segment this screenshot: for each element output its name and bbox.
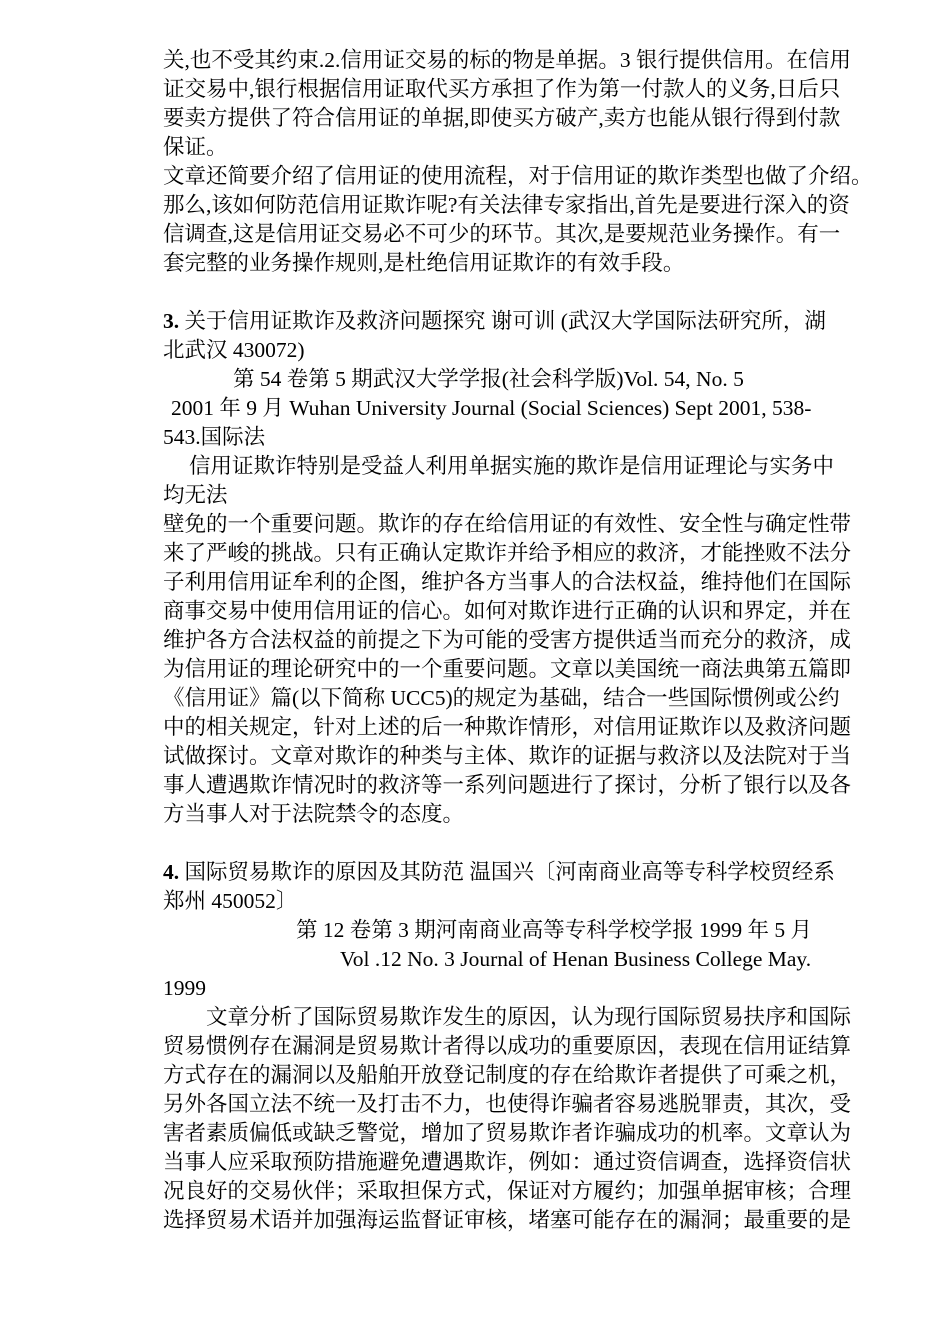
citation-line: 第 54 卷第 5 期武汉大学学报(社会科学版)Vol. 54, No. 5 bbox=[233, 367, 744, 391]
text-line: 中的相关规定，针对上述的后一种欺诈情形，对信用证欺诈以及救济问题 bbox=[163, 715, 852, 739]
text-line: 信调查,这是信用证交易必不可少的环节。其次,是要规范业务操作。有一 bbox=[163, 222, 841, 246]
text-line: 证交易中,银行根据信用证取代买方承担了作为第一付款人的义务,日后只 bbox=[163, 77, 841, 101]
text-line: 事人遭遇欺诈情况时的救济等一系列问题进行了探讨，分析了银行以及各 bbox=[163, 773, 852, 797]
paragraph-start: 文章分析了国际贸易欺诈发生的原因，认为现行国际贸易扶序和国际 bbox=[206, 1005, 852, 1029]
text-line: 当事人应采取预防措施避免遭遇欺诈，例如：通过资信调查，选择资信状 bbox=[163, 1150, 852, 1174]
text-line: 方式存在的漏洞以及船舶开放登记制度的存在给欺诈者提供了可乘之机， bbox=[163, 1063, 852, 1087]
text-line: 文章还简要介绍了信用证的使用流程，对于信用证的欺诈类型也做了介绍。 bbox=[163, 164, 873, 188]
text-line: 子利用信用证牟利的企图，维护各方当事人的合法权益，维持他们在国际 bbox=[163, 570, 852, 594]
section-title: 国际贸易欺诈的原因及其防范 温国兴〔河南商业高等专科学校贸经系 bbox=[184, 860, 835, 884]
section-4-heading bbox=[163, 858, 835, 887]
section-number: 4. bbox=[163, 860, 180, 884]
section-number: 3. bbox=[163, 309, 180, 333]
text-line: 害者素质偏低或缺乏警觉，增加了贸易欺诈者诈骗成功的机率。文章认为 bbox=[163, 1121, 852, 1145]
text-line: 试做探讨。文章对欺诈的种类与主体、欺诈的证据与救济以及法院对于当 bbox=[163, 744, 852, 768]
text-line: 那么,该如何防范信用证欺诈呢?有关法律专家指出,首先是要进行深入的资 bbox=[163, 193, 850, 217]
text-line: 北武汉 430072) bbox=[163, 338, 305, 362]
text-line: 维护各方合法权益的前提之下为可能的受害方提供适当而充分的救济，成 bbox=[163, 628, 852, 652]
section-3-heading bbox=[163, 307, 826, 336]
text-line: 1999 bbox=[163, 976, 206, 1000]
citation-line: 2001 年 9 月 Wuhan University Journal (Social Sciences) Sept 2001, 538- bbox=[171, 396, 812, 420]
text-line: 郑州 450052〕 bbox=[163, 889, 298, 913]
text-line: 贸易惯例存在漏洞是贸易欺计者得以成功的重要原因，表现在信用证结算 bbox=[163, 1034, 852, 1058]
text-line: 保证。 bbox=[163, 135, 228, 159]
citation-line: 第 12 卷第 3 期河南商业高等专科学校学报 1999 年 5 月 bbox=[296, 918, 813, 942]
text-line: 《信用证》篇(以下简称 UCC5)的规定为基础，结合一些国际惯例或公约 bbox=[163, 686, 840, 710]
text-line: 选择贸易术语并加强海运监督证审核，堵塞可能存在的漏洞；最重要的是 bbox=[163, 1208, 852, 1232]
citation-line: Vol .12 No. 3 Journal of Henan Business College May. bbox=[340, 947, 812, 971]
text-line: 套完整的业务操作规则,是杜绝信用证欺诈的有效手段。 bbox=[163, 251, 685, 275]
text-line: 商事交易中使用信用证的信心。如何对欺诈进行正确的认识和界定，并在 bbox=[163, 599, 852, 623]
text-line: 要卖方提供了符合信用证的单据,即使买方破产,卖方也能从银行得到付款 bbox=[163, 106, 841, 130]
text-line: 关,也不受其约束.2.信用证交易的标的物是单据。3 银行提供信用。在信用 bbox=[163, 48, 852, 72]
text-line: 为信用证的理论研究中的一个重要问题。文章以美国统一商法典第五篇即 bbox=[163, 657, 852, 681]
section-title: 关于信用证欺诈及救济问题探究 谢可训 (武汉大学国际法研究所，湖 bbox=[184, 309, 826, 333]
text-line: 况良好的交易伙伴；采取担保方式，保证对方履约；加强单据审核；合理 bbox=[163, 1179, 852, 1203]
text-line: 543.国际法 bbox=[163, 425, 266, 449]
text-line: 来了严峻的挑战。只有正确认定欺诈并给予相应的救济，才能挫败不法分 bbox=[163, 541, 852, 565]
text-line: 方当事人对于法院禁令的态度。 bbox=[163, 802, 465, 826]
text-line: 壁免的一个重要问题。欺诈的存在给信用证的有效性、安全性与确定性带 bbox=[163, 512, 852, 536]
paragraph-start: 信用证欺诈特别是受益人利用单据实施的欺诈是信用证理论与实务中 bbox=[189, 454, 835, 478]
text-line: 均无法 bbox=[163, 483, 228, 507]
text-line: 另外各国立法不统一及打击不力，也使得诈骗者容易逃脱罪责，其次，受 bbox=[163, 1092, 852, 1116]
